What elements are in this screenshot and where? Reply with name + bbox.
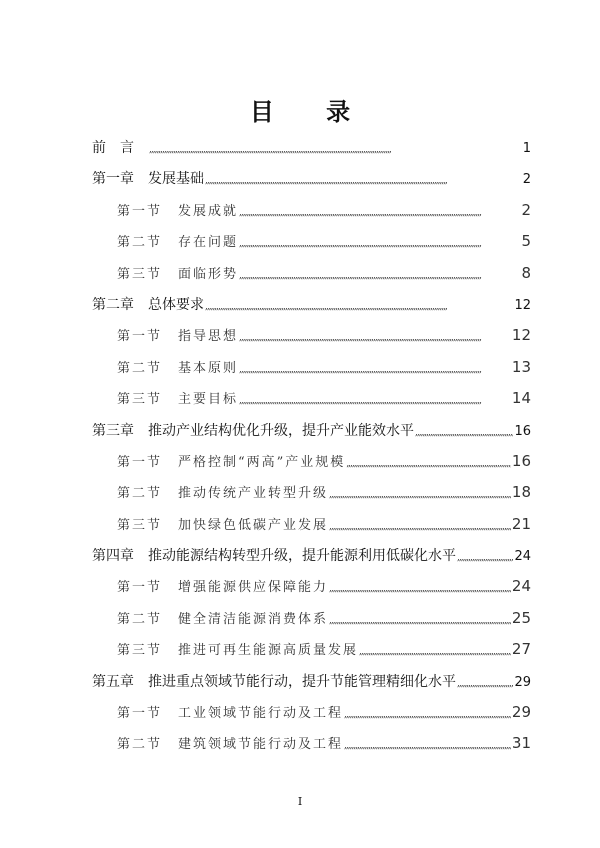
toc-entry-page: 1 — [522, 141, 531, 156]
toc-entry-number: 第一节 — [117, 454, 163, 470]
toc-entry-page: 31 — [511, 734, 531, 753]
toc-entry-number: 第二节 — [117, 611, 163, 627]
toc-section-entry[interactable] — [92, 576, 531, 607]
toc-entry-title: 增强能源供应保障能力 — [178, 580, 329, 596]
dot-leader — [239, 333, 511, 343]
toc-entry-page: 29 — [514, 674, 531, 690]
toc-entry-page: 14 — [511, 389, 531, 408]
toc-entry-title: 加快绿色低碳产业发展 — [178, 517, 329, 533]
toc-section-entry[interactable] — [92, 482, 531, 513]
dot-leader — [239, 271, 520, 281]
dot-leader — [239, 396, 511, 406]
toc-entry-title: 总体要求 — [148, 296, 204, 313]
toc-entry-number: 第二节 — [117, 737, 163, 753]
dot-leader — [344, 741, 511, 751]
toc-entry-number: 第五章 — [92, 673, 134, 690]
toc-entry-label — [92, 545, 456, 565]
toc-entry-page: 18 — [511, 483, 531, 502]
toc-entry-number: 第一节 — [117, 203, 163, 219]
toc-chapter-entry[interactable] — [92, 420, 531, 451]
dot-leader — [415, 428, 513, 438]
toc-entry-title: 面临形势 — [178, 266, 239, 282]
dot-leader — [359, 647, 511, 657]
toc-entry-title: 推动传统产业转型升级 — [178, 486, 329, 502]
toc-entry-title: 建筑领域节能行动及工程 — [178, 737, 344, 753]
dot-leader — [346, 459, 511, 469]
toc-section-entry[interactable] — [92, 357, 531, 388]
toc-entry-number: 第二节 — [117, 486, 163, 502]
toc-section-entry[interactable] — [92, 325, 531, 356]
toc-entry-label — [117, 639, 358, 658]
toc-entry-number: 第三节 — [117, 266, 163, 282]
page-number: I — [297, 795, 303, 808]
toc-entry-label — [117, 200, 238, 219]
toc-section-entry[interactable] — [92, 451, 531, 482]
toc-chapter-entry[interactable] — [92, 137, 531, 168]
toc-entry-number: 前 言 — [92, 140, 134, 156]
toc-entry-number: 第四章 — [92, 548, 134, 565]
toc-entry-page: 27 — [511, 640, 531, 659]
toc-entry-title: 推进可再生能源高质量发展 — [178, 643, 359, 659]
dot-leader — [329, 584, 511, 594]
toc-entry-label — [117, 325, 238, 344]
toc-entry-page: 8 — [521, 263, 531, 282]
toc-entry-label — [92, 137, 148, 157]
dot-leader — [344, 710, 511, 720]
toc-entry-page: 12 — [514, 297, 531, 313]
toc-section-entry[interactable] — [92, 263, 531, 294]
page-title: 目 录 — [249, 98, 373, 126]
table-of-contents — [92, 137, 531, 765]
dot-leader — [239, 365, 511, 375]
toc-entry-title: 发展基础 — [148, 171, 204, 188]
dot-leader — [457, 679, 513, 689]
toc-entry-number: 第一章 — [92, 171, 134, 188]
toc-entry-label — [117, 514, 328, 533]
dot-leader — [457, 553, 513, 563]
toc-entry-label — [117, 357, 238, 376]
toc-entry-page: 24 — [514, 549, 531, 565]
dot-leader — [329, 490, 511, 500]
dot-leader — [239, 239, 520, 249]
toc-entry-number: 第三章 — [92, 422, 134, 439]
toc-entry-page: 16 — [514, 423, 531, 439]
toc-entry-label — [117, 388, 238, 407]
toc-section-entry[interactable] — [92, 733, 531, 764]
toc-section-entry[interactable] — [92, 231, 531, 262]
toc-entry-number: 第三节 — [117, 517, 163, 533]
toc-chapter-entry[interactable] — [92, 671, 531, 702]
toc-entry-label — [92, 420, 414, 440]
toc-entry-label — [117, 482, 328, 501]
toc-entry-label — [92, 168, 204, 188]
toc-entry-page: 16 — [511, 451, 531, 470]
toc-entry-page: 25 — [511, 608, 531, 627]
toc-chapter-entry[interactable] — [92, 545, 531, 576]
toc-entry-label — [117, 608, 328, 627]
toc-entry-label — [117, 733, 343, 752]
toc-entry-title: 推进重点领域节能行动，提升节能管理精细化水平 — [148, 673, 456, 690]
toc-entry-title: 基本原则 — [178, 360, 239, 376]
toc-entry-page: 24 — [511, 577, 531, 596]
toc-entry-number: 第二章 — [92, 296, 134, 313]
toc-entry-number: 第二节 — [117, 360, 163, 376]
toc-entry-number: 第一节 — [117, 329, 163, 345]
toc-section-entry[interactable] — [92, 608, 531, 639]
toc-entry-page: 2 — [522, 172, 531, 188]
toc-entry-title: 推动能源结构转型升级，提升能源利用低碳化水平 — [148, 548, 456, 565]
toc-entry-label — [117, 451, 345, 470]
toc-entry-title: 发展成就 — [178, 203, 239, 219]
toc-entry-page: 12 — [511, 326, 531, 345]
toc-entry-label — [117, 576, 328, 595]
toc-entry-title: 工业领域节能行动及工程 — [178, 706, 344, 722]
toc-entry-label — [92, 671, 456, 691]
toc-entry-number: 第一节 — [117, 580, 163, 596]
toc-entry-page: 13 — [511, 357, 531, 376]
toc-entry-label — [117, 263, 238, 282]
toc-entry-label — [117, 231, 238, 250]
dot-leader — [239, 208, 520, 218]
dot-leader — [329, 616, 511, 626]
dot-leader — [205, 302, 513, 312]
toc-section-entry[interactable] — [92, 702, 531, 733]
toc-section-entry[interactable] — [92, 388, 531, 419]
toc-entry-number: 第一节 — [117, 706, 163, 722]
dot-leader — [149, 145, 522, 155]
toc-entry-label — [117, 702, 343, 721]
toc-entry-number: 第三节 — [117, 392, 163, 408]
toc-entry-title: 严格控制“两高”产业规模 — [178, 454, 346, 470]
toc-entry-title: 健全清洁能源消费体系 — [178, 611, 329, 627]
toc-entry-page: 2 — [521, 200, 531, 219]
toc-entry-label — [92, 294, 204, 314]
toc-entry-number: 第二节 — [117, 235, 163, 251]
toc-chapter-entry[interactable] — [92, 168, 531, 199]
toc-entry-title: 指导思想 — [178, 329, 239, 345]
toc-entry-page: 21 — [511, 514, 531, 533]
toc-entry-page: 5 — [521, 232, 531, 251]
toc-entry-number: 第三节 — [117, 643, 163, 659]
dot-leader — [329, 522, 511, 532]
toc-chapter-entry[interactable] — [92, 294, 531, 325]
toc-section-entry[interactable] — [92, 200, 531, 231]
dot-leader — [205, 176, 522, 186]
toc-section-entry[interactable] — [92, 639, 531, 670]
toc-entry-title: 推动产业结构优化升级，提升产业能效水平 — [148, 422, 414, 439]
toc-entry-title: 存在问题 — [178, 235, 239, 251]
toc-entry-page: 29 — [511, 703, 531, 722]
toc-entry-title: 主要目标 — [178, 392, 239, 408]
toc-section-entry[interactable] — [92, 514, 531, 545]
